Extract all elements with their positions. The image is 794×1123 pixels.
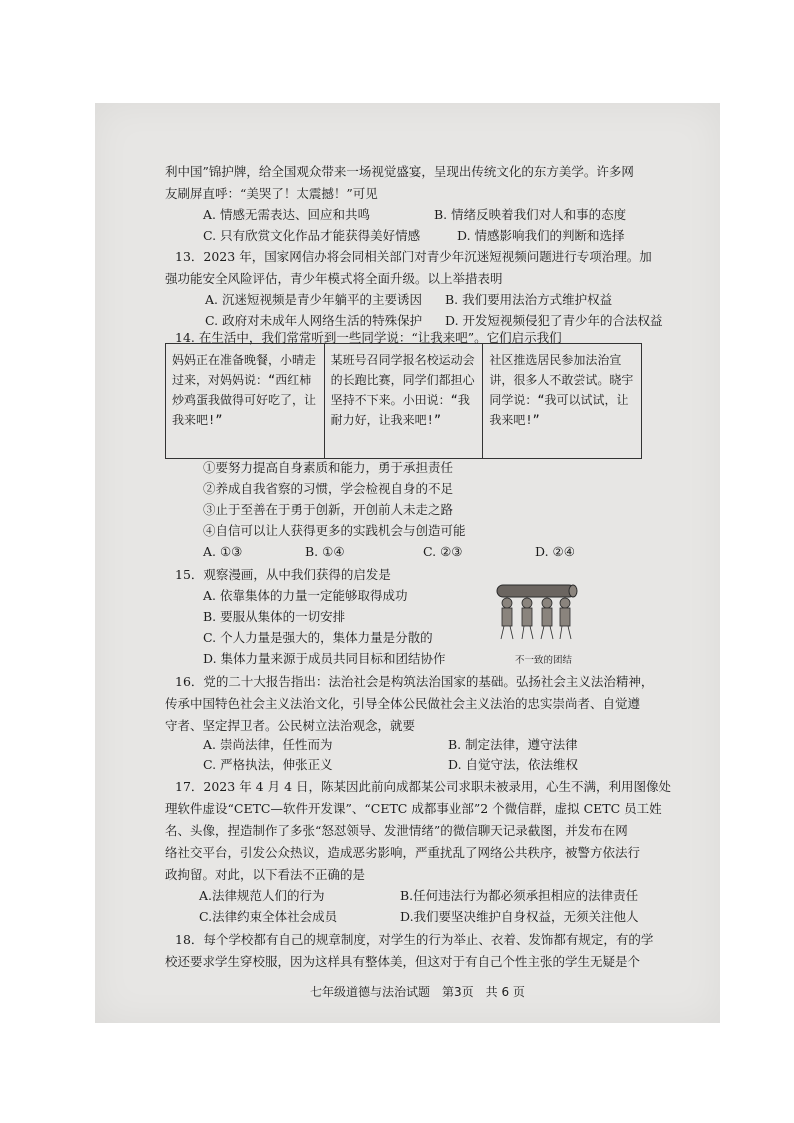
- q14-option-a: A. ①③: [203, 544, 243, 559]
- q18-stem-2: 校还要求学生穿校服，因为这样具有整体美，但这对于有自己个性主张的学生无疑是个: [165, 954, 641, 969]
- q17-stem-1: 17．2023 年 4 月 4 日，陈某因此前向成都某公司求职未被录用，心生不满，利用图像处: [175, 779, 671, 794]
- cartoon-caption: 不一致的团结: [515, 655, 573, 666]
- q17-option-d: D.我们要坚决维护自身权益，无须关注他人: [400, 909, 639, 924]
- scenario-cell-3: 社区推选居民参加法治宣讲，很多人不敢尝试。晓宇同学说：“我可以试试，让我来吧!”: [483, 344, 642, 459]
- q14-item-4: ④自信可以让人获得更多的实践机会与创造可能: [203, 523, 466, 538]
- q13-stem-2: 强功能安全风险评估，青少年模式将全面升级。以上举措表明: [165, 271, 503, 286]
- q17-option-a: A.法律规范人们的行为: [199, 888, 325, 903]
- q14-stem: 14. 在生活中，我们常常听到一些同学说：“让我来吧”。它们启示我们: [175, 330, 562, 345]
- q14-item-3: ③止于至善在于勇于创新，开创前人未走之路: [203, 502, 454, 517]
- q17-option-b: B.任何违法行为都必须承担相应的法律责任: [400, 888, 639, 903]
- q14-option-c: C. ②③: [423, 544, 463, 559]
- q16-stem-2: 传承中国特色社会主义法治文化，引导全体公民做社会主义法治的忠实崇尚者、自觉遵: [165, 696, 641, 711]
- q15-option-d: D. 集体力量来源于成员共同目标和团结协作: [203, 651, 446, 666]
- q17-stem-5: 政拘留。对此，以下看法不正确的是: [165, 867, 366, 882]
- q17-stem-3: 名、头像，捏造制作了多张“怒怼领导、发泄情绪”的微信聊天记录截图，并发布在网: [165, 823, 628, 838]
- q16-stem-1: 16．党的二十大报告指出：法治社会是构筑法治国家的基础。弘扬社会主义法治精神，: [175, 674, 654, 689]
- q14-item-1: ①要努力提高自身素质和能力，勇于承担责任: [203, 460, 454, 475]
- intro-line-2: 友刷屏直呼：“美哭了！太震撼！”可见: [165, 186, 378, 201]
- q16-option-a: A. 崇尚法律，任性而为: [203, 737, 333, 752]
- team-carry-cartoon: [493, 573, 579, 645]
- q14-scenario-table: [165, 343, 642, 459]
- q16-option-d: D. 自觉守法，依法维权: [448, 757, 579, 772]
- prev-option-a: A. 情感无需表达、回应和共鸣: [203, 207, 370, 222]
- q14-item-2: ②养成自我省察的习惯，学会检视自身的不足: [203, 481, 454, 496]
- q15-stem: 15．观察漫画，从中我们获得的启发是: [175, 567, 391, 582]
- q16-option-b: B. 制定法律，遵守法律: [448, 737, 578, 752]
- q16-stem-3: 守者、坚定捍卫者。公民树立法治观念，就要: [165, 718, 416, 733]
- q17-stem-2: 理软件虚设“CETC—软件开发课”、“CETC 成都事业部”2 个微信群，虚拟 CETC 员工姓: [165, 801, 662, 816]
- exam-page: [95, 103, 720, 1023]
- q17-option-c: C.法律约束全体社会成员: [199, 909, 338, 924]
- q15-option-a: A. 依靠集体的力量一定能够取得成功: [203, 588, 408, 603]
- q18-stem-1: 18．每个学校都有自己的规章制度，对学生的行为举止、衣着、发饰都有规定，有的学: [175, 932, 654, 947]
- q13-option-d: D. 开发短视频侵犯了青少年的合法权益: [445, 313, 663, 328]
- q13-option-a: A. 沉迷短视频是青少年躺平的主要诱因: [205, 292, 422, 307]
- table-row: [166, 344, 642, 459]
- prev-option-b: B. 情绪反映着我们对人和事的态度: [434, 207, 627, 222]
- q14-option-b: B. ①④: [305, 544, 345, 559]
- q15-option-c: C. 个人力量是强大的，集体力量是分散的: [203, 630, 433, 645]
- intro-line-1: 利中国”锦护牌，给全国观众带来一场视觉盛宴，呈现出传统文化的东方美学。许多网: [165, 164, 634, 179]
- q17-stem-4: 络社交平台，引发公众热议，造成恶劣影响，严重扰乱了网络公共秩序，被警方依法行: [165, 845, 641, 860]
- scenario-cell-2: 某班号召同学报名校运动会的长跑比赛，同学们都担心坚持不下来。小田说：“我耐力好，让我来吧!”: [324, 344, 483, 459]
- prev-option-d: D. 情感影响我们的判断和选择: [457, 228, 625, 243]
- q13-option-c: C. 政府对未成年人网络生活的特殊保护: [205, 313, 423, 328]
- q13-option-b: B. 我们要用法治方式维护权益: [445, 292, 613, 307]
- scenario-cell-1: 妈妈正在准备晚餐，小晴走过来，对妈妈说：“西红柿炒鸡蛋我做得可好吃了，让我来吧!”: [166, 344, 325, 459]
- page-footer: 七年级道德与法治试题 第3页 共 6 页: [310, 985, 525, 999]
- q13-stem-1: 13．2023 年，国家网信办将会同相关部门对青少年沉迷短视频问题进行专项治理。加: [175, 249, 652, 264]
- q16-option-c: C. 严格执法，伸张正义: [203, 757, 333, 772]
- q15-option-b: B. 要服从集体的一切安排: [203, 609, 346, 624]
- q14-option-d: D. ②④: [535, 544, 575, 559]
- prev-option-c: C. 只有欣赏文化作品才能获得美好情感: [203, 228, 421, 243]
